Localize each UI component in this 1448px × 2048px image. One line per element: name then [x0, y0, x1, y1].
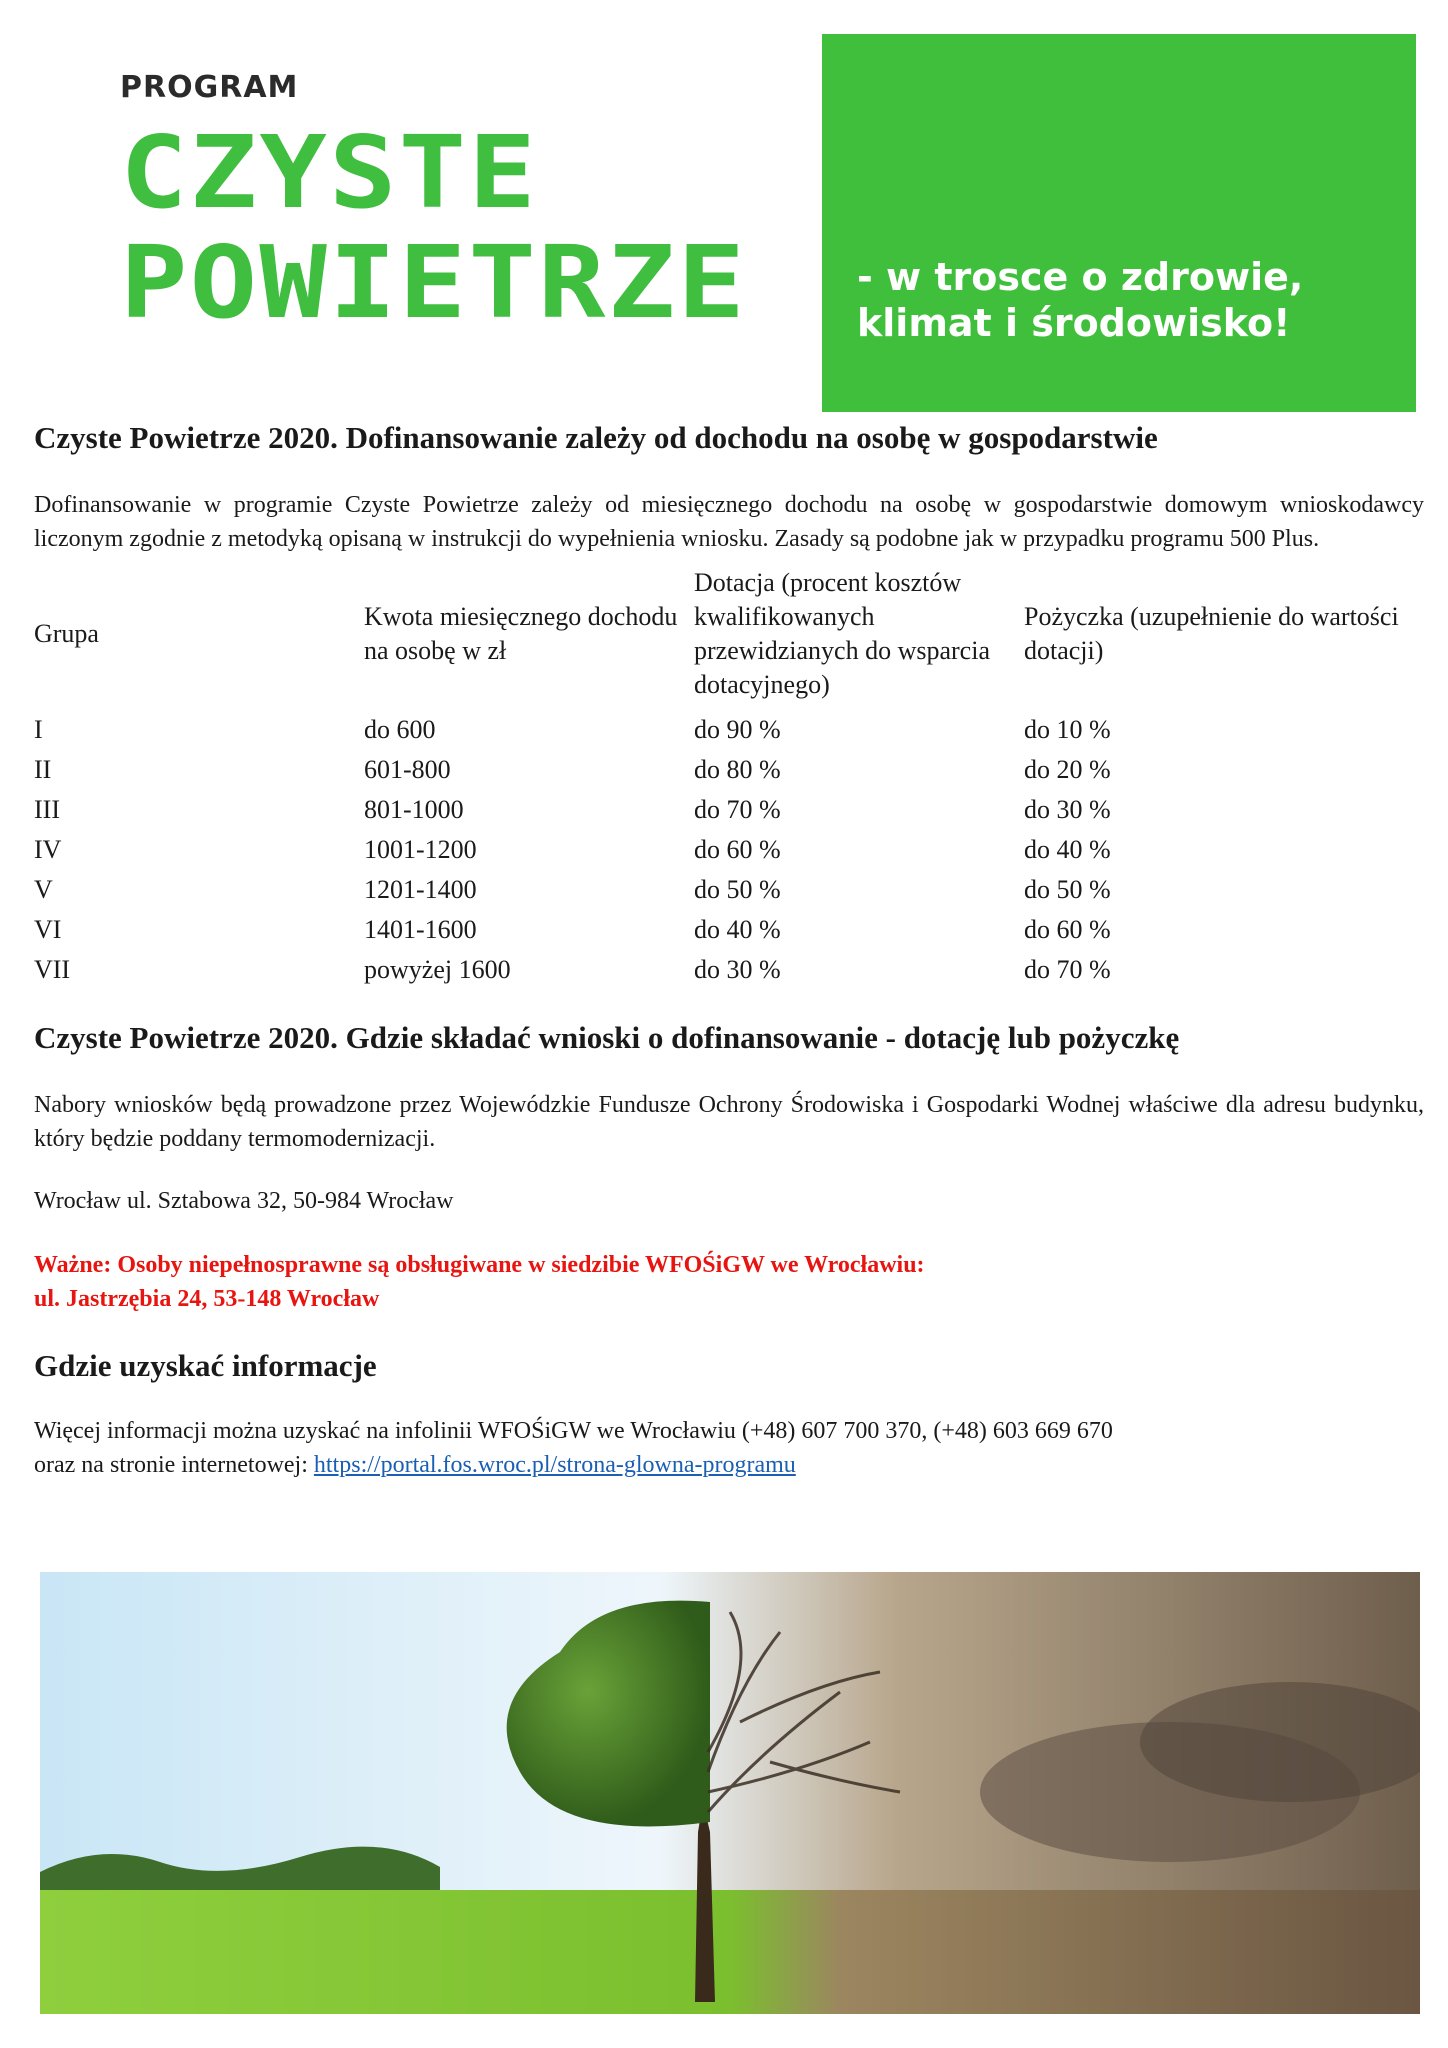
logo-program-label: PROGRAM [120, 70, 299, 105]
important-line2: ul. Jastrzębia 24, 53-148 Wrocław [34, 1286, 380, 1312]
cell-loan: do 50 % [1024, 875, 1111, 904]
website-line [34, 1448, 1424, 1482]
cell-income: 1001-1200 [364, 835, 477, 864]
cell-grant: do 80 % [694, 755, 781, 784]
section2-text: Nabory wniosków będą prowadzone przez Wojewódzkie Fundusze Ochrony Środowiska i Gospodarki Wodnej właściwe dla adresu budynku, który będzie poddany termomodernizacji. [34, 1092, 1424, 1152]
table-header-row [34, 566, 1434, 702]
contact-info [34, 1414, 1424, 1482]
cell-group: II [34, 755, 52, 784]
section3-title: Gdzie uzyskać informacje [34, 1348, 377, 1383]
cell-income: do 600 [364, 715, 436, 744]
cell-grant: do 40 % [694, 915, 781, 944]
tagline [857, 254, 1303, 346]
cell-group: VII [34, 955, 71, 984]
cell-income: 1401-1600 [364, 915, 477, 944]
logo-title-line1: CZYSTE [120, 114, 539, 231]
cell-income: 601-800 [364, 755, 451, 784]
cell-grant: do 50 % [694, 875, 781, 904]
table-row [34, 702, 1434, 750]
cell-loan: do 70 % [1024, 955, 1111, 984]
office-address: Wrocław ul. Sztabowa 32, 50-984 Wrocław [34, 1188, 454, 1214]
table-row [34, 910, 1434, 950]
program-website-link[interactable]: https://portal.fos.wroc.pl/strona-glowna-programu [313, 1452, 796, 1478]
document-content [34, 410, 1424, 1482]
cell-grant: do 90 % [694, 715, 781, 744]
cell-loan: do 60 % [1024, 915, 1111, 944]
tagline-banner [822, 34, 1416, 412]
tree-image [40, 1572, 1420, 2014]
section2-title: Czyste Powietrze 2020. Gdzie składać wnioski o dofinansowanie - dotację lub pożyczkę [34, 1020, 1180, 1055]
cell-loan: do 40 % [1024, 835, 1111, 864]
tree-illustration [40, 1572, 1420, 2014]
website-prefix: oraz na stronie internetowej: [34, 1452, 314, 1478]
income-table [34, 566, 1434, 990]
tagline-line2: klimat i środowisko! [857, 301, 1291, 345]
table-row [34, 950, 1434, 990]
cell-income: 1201-1400 [364, 875, 477, 904]
table-row [34, 870, 1434, 910]
section1-title: Czyste Powietrze 2020. Dofinansowanie zależy od dochodu na osobę w gospodarstwie [34, 420, 1158, 455]
cell-grant: do 70 % [694, 795, 781, 824]
cell-loan: do 20 % [1024, 755, 1111, 784]
cell-income: 801-1000 [364, 795, 464, 824]
table-row [34, 830, 1434, 870]
cell-income: powyżej 1600 [364, 955, 511, 984]
important-line1: Ważne: Osoby niepełnosprawne są obsługiwane w siedzibie WFOŚiGW we Wrocławiu: [34, 1252, 925, 1278]
table-row [34, 750, 1434, 790]
infoline-text: Więcej informacji można uzyskać na infolinii WFOŚiGW we Wrocławiu (+48) 607 700 370, (+48) 603 669 670 [34, 1418, 1113, 1444]
logo-title-line2: POWIETRZE [120, 224, 748, 341]
cell-loan: do 30 % [1024, 795, 1111, 824]
cell-loan: do 10 % [1024, 715, 1111, 744]
program-logo [120, 70, 760, 341]
tagline-line1: - w trosce o zdrowie, [857, 255, 1304, 299]
header-income: Kwota miesięcznego dochodu na osobę w zł [364, 602, 678, 665]
table-row [34, 790, 1434, 830]
header-group: Grupa [34, 619, 99, 648]
cell-group: V [34, 875, 53, 904]
important-notice [34, 1248, 1424, 1316]
cell-group: VI [34, 915, 62, 944]
cell-group: IV [34, 835, 62, 864]
cell-grant: do 30 % [694, 955, 781, 984]
header-grant: Dotacja (procent kosztów kwalifikowanych przewidzianych do wsparcia dotacyjnego) [694, 568, 990, 699]
cell-group: III [34, 795, 60, 824]
cell-grant: do 60 % [694, 835, 781, 864]
cell-group: I [34, 715, 43, 744]
section1-text: Dofinansowanie w programie Czyste Powietrze zależy od miesięcznego dochodu na osobę w gospodarstwie domowym wnioskodawcy liczonym zgodnie z metodyką opisaną w instrukcji do wypełnienia wniosku. Zasady są podobne jak w przypadku programu 500 Plus. [34, 492, 1424, 552]
header-loan: Pożyczka (uzupełnienie do wartości dotacji) [1024, 602, 1399, 665]
